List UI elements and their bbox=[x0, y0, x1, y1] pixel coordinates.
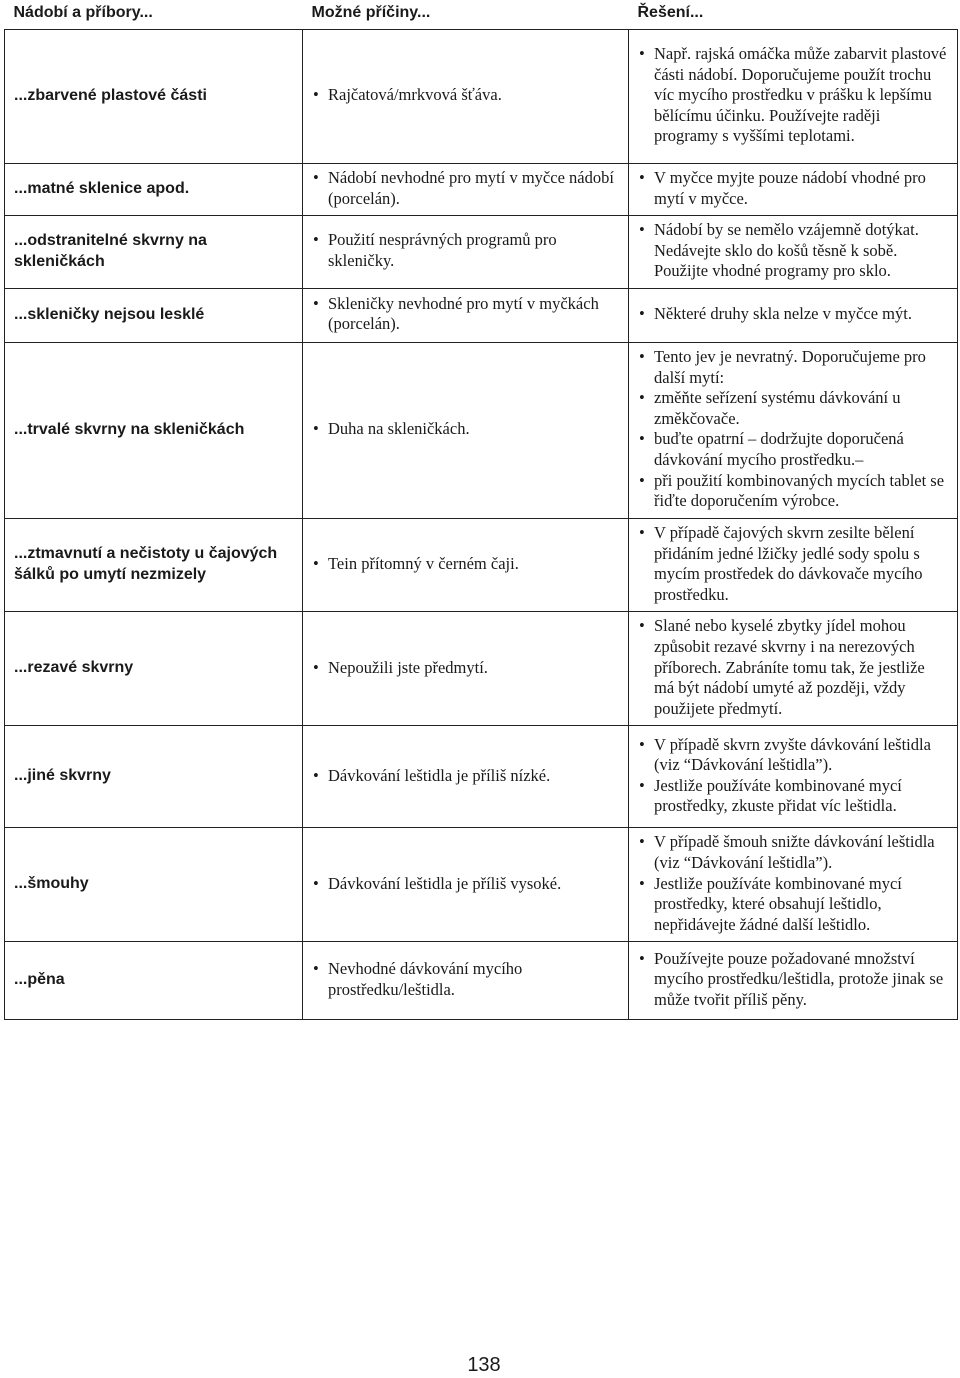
solution-list bbox=[638, 832, 948, 935]
solution-item: • buďte opatrní – dodržujte doporučená dávkování mycího prostředku.– bbox=[638, 429, 948, 470]
solution-item: • Jestliže používáte kombinované mycí prostředky, které obsahují leštidlo, nepřidávejte žádné další leštidlo. bbox=[638, 874, 948, 936]
table-row bbox=[5, 726, 958, 828]
cause-cell bbox=[303, 828, 629, 942]
solution-list bbox=[638, 735, 948, 817]
cause-list bbox=[312, 168, 619, 209]
table-row bbox=[5, 518, 958, 611]
cause-item: • Duha na skleničkách. bbox=[312, 419, 619, 440]
solution-cell bbox=[629, 288, 958, 342]
header-solution: Řešení... bbox=[637, 4, 704, 21]
cause-cell bbox=[303, 30, 629, 164]
cause-list bbox=[312, 294, 619, 335]
solution-item: • Tento jev je nevratný. Doporučujeme pro další mytí: bbox=[638, 347, 948, 388]
cause-cell bbox=[303, 288, 629, 342]
solution-cell bbox=[629, 30, 958, 164]
problem-cell: ...odstranitelné skvrny na skleničkách bbox=[5, 216, 303, 289]
cause-item: • Rajčatová/mrkvová šťáva. bbox=[312, 85, 619, 106]
solution-item: • V případě skvrn zvyšte dávkování leštidla (viz “Dávkování leštidla”). bbox=[638, 735, 948, 776]
solution-item: • Některé druhy skla nelze v myčce mýt. bbox=[638, 304, 948, 325]
cause-list bbox=[312, 554, 619, 575]
table-row bbox=[5, 30, 958, 164]
solution-item: • změňte seřízení systému dávkování u změkčovače. bbox=[638, 388, 948, 429]
cause-list bbox=[312, 230, 619, 271]
solution-cell bbox=[629, 164, 958, 216]
solution-list bbox=[638, 949, 948, 1011]
table-row bbox=[5, 288, 958, 342]
solution-list bbox=[638, 168, 948, 209]
header-problem: Nádobí a příbory... bbox=[13, 4, 153, 21]
cause-item: • Nepoužili jste předmytí. bbox=[312, 658, 619, 679]
problem-cell: ...rezavé skvrny bbox=[5, 612, 303, 726]
cause-item: • Dávkování leštidla je příliš nízké. bbox=[312, 766, 619, 787]
table-row bbox=[5, 216, 958, 289]
header-cause: Možné příčiny... bbox=[311, 4, 431, 21]
cause-cell bbox=[303, 216, 629, 289]
cause-cell bbox=[303, 342, 629, 518]
troubleshooting-page bbox=[4, 0, 957, 1376]
solution-cell bbox=[629, 726, 958, 828]
solution-item: • Jestliže používáte kombinované mycí prostředky, zkuste přidat víc leštidla. bbox=[638, 776, 948, 817]
solution-item: • při použití kombinovaných mycích tablet se řiďte doporučením výrobce. bbox=[638, 471, 948, 512]
cause-item: • Dávkování leštidla je příliš vysoké. bbox=[312, 874, 619, 895]
cause-list bbox=[312, 766, 619, 787]
cause-cell bbox=[303, 164, 629, 216]
solution-item: • V myčce myjte pouze nádobí vhodné pro mytí v myčce. bbox=[638, 168, 948, 209]
solution-item: • Slané nebo kyselé zbytky jídel mohou způsobit rezavé skvrny i na nerezových příborech. Zabráníte tomu tak, že jestliže má být nádobí umyté až později, vždy použijete předmytí. bbox=[638, 616, 948, 719]
cause-list bbox=[312, 658, 619, 679]
problem-cell: ...jiné skvrny bbox=[5, 726, 303, 828]
problem-cell: ...šmouhy bbox=[5, 828, 303, 942]
cause-item: • Nádobí nevhodné pro mytí v myčce nádobí (porcelán). bbox=[312, 168, 619, 209]
solution-item: • V případě šmouh snižte dávkování leštidla (viz “Dávkování leštidla”). bbox=[638, 832, 948, 873]
solution-item: • Např. rajská omáčka může zabarvit plastové části nádobí. Doporučujeme použít trochu víc mycího prostředku v prášku k lepšímu bělícímu účinku. Používejte raději programy s vyššími teplotami. bbox=[638, 44, 948, 147]
cause-list bbox=[312, 959, 619, 1000]
troubleshooting-table bbox=[4, 0, 958, 1020]
table-row bbox=[5, 164, 958, 216]
cause-list bbox=[312, 419, 619, 440]
solution-cell bbox=[629, 216, 958, 289]
solution-list bbox=[638, 347, 948, 512]
cause-list bbox=[312, 85, 619, 106]
problem-cell: ...matné sklenice apod. bbox=[5, 164, 303, 216]
solution-cell bbox=[629, 612, 958, 726]
table-row bbox=[5, 942, 958, 1020]
problem-cell: ...trvalé skvrny na skleničkách bbox=[5, 342, 303, 518]
cause-cell bbox=[303, 518, 629, 611]
cause-list bbox=[312, 874, 619, 895]
solution-list bbox=[638, 220, 948, 282]
solution-item: • V případě čajových skvrn zesilte bělení přidáním jedné lžičky jedlé sody spolu s mycím prostředek do dávkovače mycího prostředku. bbox=[638, 523, 948, 605]
solution-list bbox=[638, 523, 948, 605]
solution-item: • Používejte pouze požadované množství mycího prostředku/leštidla, protože jinak se může tvořit příliš pěny. bbox=[638, 949, 948, 1011]
cause-cell bbox=[303, 612, 629, 726]
cause-cell bbox=[303, 726, 629, 828]
cause-cell bbox=[303, 942, 629, 1020]
solution-cell bbox=[629, 942, 958, 1020]
cause-item: • Použití nesprávných programů pro skleničky. bbox=[312, 230, 619, 271]
table-row bbox=[5, 612, 958, 726]
solution-list bbox=[638, 44, 948, 147]
solution-list bbox=[638, 616, 948, 719]
cause-item: • Skleničky nevhodné pro mytí v myčkách (porcelán). bbox=[312, 294, 619, 335]
cause-item: • Tein přítomný v černém čaji. bbox=[312, 554, 619, 575]
cause-item: • Nevhodné dávkování mycího prostředku/leštidla. bbox=[312, 959, 619, 1000]
problem-cell: ...ztmavnutí a nečistoty u čajových šálků po umytí nezmizely bbox=[5, 518, 303, 611]
problem-cell: ...skleničky nejsou lesklé bbox=[5, 288, 303, 342]
page-number: 138 bbox=[467, 1354, 501, 1376]
solution-cell bbox=[629, 342, 958, 518]
solution-cell bbox=[629, 828, 958, 942]
table-header-row bbox=[5, 0, 958, 30]
table-row bbox=[5, 342, 958, 518]
problem-cell: ...pěna bbox=[5, 942, 303, 1020]
solution-item: • Nádobí by se nemělo vzájemně dotýkat. Nedávejte sklo do košů těsně k sobě. Použijte vhodné programy pro sklo. bbox=[638, 220, 948, 282]
table-row bbox=[5, 828, 958, 942]
solution-cell bbox=[629, 518, 958, 611]
solution-list bbox=[638, 304, 948, 325]
table-body bbox=[5, 30, 958, 1020]
problem-cell: ...zbarvené plastové části bbox=[5, 30, 303, 164]
